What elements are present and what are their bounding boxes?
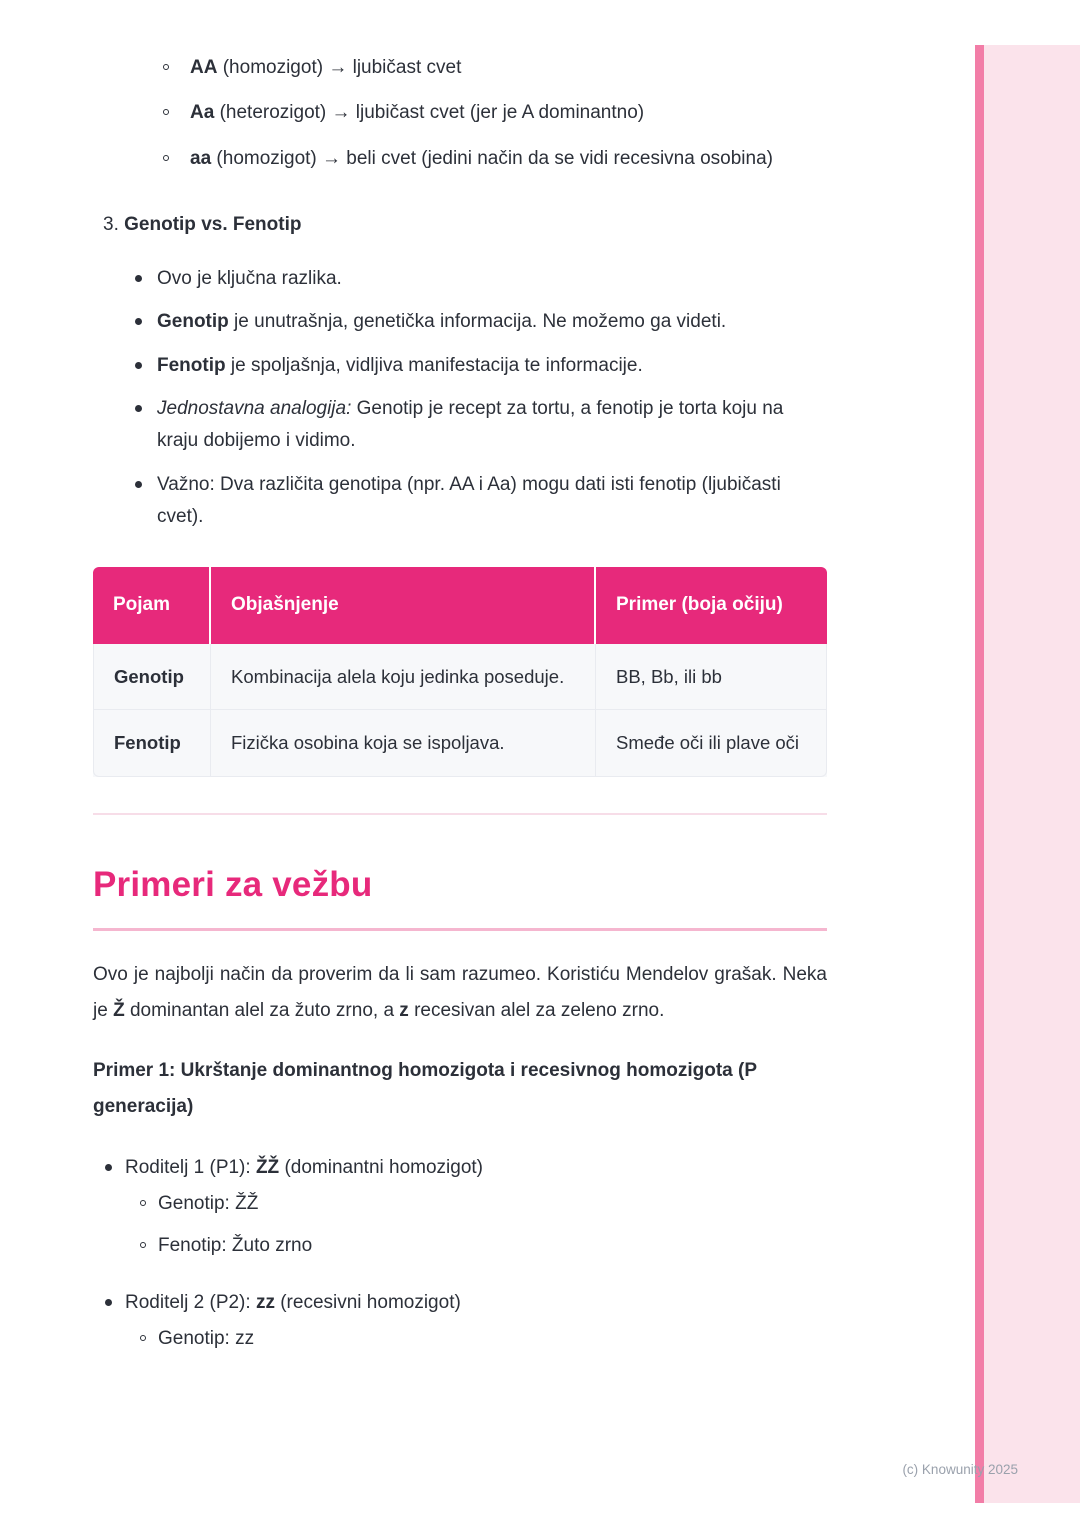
list-item <box>93 393 827 458</box>
list-item <box>93 52 827 84</box>
disc-bullet-icon <box>135 362 142 369</box>
list-item <box>93 1287 827 1319</box>
disc-bullet-icon <box>105 1164 112 1171</box>
table-cell-example: Smeđe oči ili plave oči <box>596 710 827 777</box>
table-header-row <box>93 567 827 643</box>
list-item-text: aa (homozigot) → beli cvet (jedini način da se vidi recesivna osobina) <box>190 147 773 169</box>
section-title: Genotip vs. Fenotip <box>124 213 302 235</box>
disc-bullet-icon <box>135 275 142 282</box>
list-item-text: Ovo je ključna razlika. <box>157 268 342 290</box>
section-bullet-list <box>93 263 827 533</box>
table-cell-example: BB, Bb, ili bb <box>596 644 827 711</box>
circle-bullet-icon <box>140 1200 146 1206</box>
genotype-phenotype-table <box>93 567 827 776</box>
allele-list <box>93 52 827 175</box>
list-item <box>93 469 827 534</box>
circle-bullet-icon <box>140 1242 146 1248</box>
example1-title: Primer 1: Ukrštanje dominantnog homozigota i recesivnog homozigota (P generacija) <box>93 1060 757 1117</box>
list-item <box>93 350 827 382</box>
list-item-text: Fenotip: Žuto zrno <box>158 1235 313 1257</box>
table-cell-explanation: Kombinacija alela koju jedinka poseduje. <box>211 644 596 711</box>
copyright-watermark: (c) Knowunity 2025 <box>902 1462 1018 1477</box>
table-cell-term: Genotip <box>93 644 211 711</box>
list-item-text: Fenotip je spoljašnja, vidljiva manifestacija te informacije. <box>157 354 643 376</box>
list-item-text: AA (homozigot) → ljubičast cvet <box>190 57 462 78</box>
list-item <box>93 263 827 295</box>
section-number: 3. <box>103 213 119 235</box>
page-title: Primeri za vežbu <box>93 855 827 932</box>
list-item <box>93 1230 827 1262</box>
circle-bullet-icon <box>163 155 169 161</box>
list-item-text: Genotip je unutrašnja, genetička informacija. Ne možemo ga videti. <box>157 311 727 333</box>
section-heading <box>93 209 827 241</box>
table-header-cell: Primer (boja očiju) <box>616 594 783 616</box>
list-item <box>93 97 827 129</box>
list-item-text: Genotip: ŽŽ <box>158 1193 259 1215</box>
disc-bullet-icon <box>135 318 142 325</box>
list-item-text: Važno: Dva različita genotipa (npr. AA i Aa) mogu dati isti fenotip (ljubičasti cvet). <box>157 473 781 527</box>
list-item <box>93 143 827 175</box>
list-item <box>93 306 827 338</box>
section-divider <box>93 813 827 815</box>
disc-bullet-icon <box>135 405 142 412</box>
list-item-text: Roditelj 1 (P1): ŽŽ (dominantni homozigot) <box>125 1156 483 1178</box>
table-header-cell: Pojam <box>93 567 211 643</box>
sub-bullet-list <box>93 1323 827 1355</box>
disc-bullet-icon <box>135 481 142 488</box>
table-row <box>93 644 827 711</box>
table-header-cell: Objašnjenje <box>211 567 596 643</box>
list-item-text: Roditelj 2 (P2): zz (recesivni homozigot) <box>125 1291 461 1313</box>
parent-block <box>93 1152 827 1263</box>
practice-intro-paragraph: Ovo je najbolji način da proverim da li sam razumeo. Koristiću Mendelov grašak. Neka je Ž dominantan alel za žuto zrno, a z recesivan alel za zeleno zrno. <box>93 964 827 1022</box>
document-content <box>93 0 827 1355</box>
list-item-text: Genotip: zz <box>158 1327 255 1349</box>
table-row <box>93 710 827 777</box>
table-cell-term: Fenotip <box>93 710 211 777</box>
list-item-text: Jednostavna analogija: Genotip je recept za tortu, a fenotip je torta koju na kraju dobijemo i vidimo. <box>157 398 784 452</box>
circle-bullet-icon <box>140 1335 146 1341</box>
circle-bullet-icon <box>163 64 169 70</box>
parent-block <box>93 1287 827 1356</box>
page-edge-strip <box>984 45 1080 1503</box>
parents-list <box>93 1152 827 1355</box>
circle-bullet-icon <box>163 109 169 115</box>
sub-bullet-list <box>93 1188 827 1263</box>
table-cell-explanation: Fizička osobina koja se ispoljava. <box>211 710 596 777</box>
list-item <box>93 1323 827 1355</box>
list-item-text: Aa (heterozigot) → ljubičast cvet (jer je A dominantno) <box>190 102 645 124</box>
page-edge-bar <box>975 45 984 1503</box>
list-item <box>93 1152 827 1184</box>
disc-bullet-icon <box>105 1299 112 1306</box>
list-item <box>93 1188 827 1220</box>
